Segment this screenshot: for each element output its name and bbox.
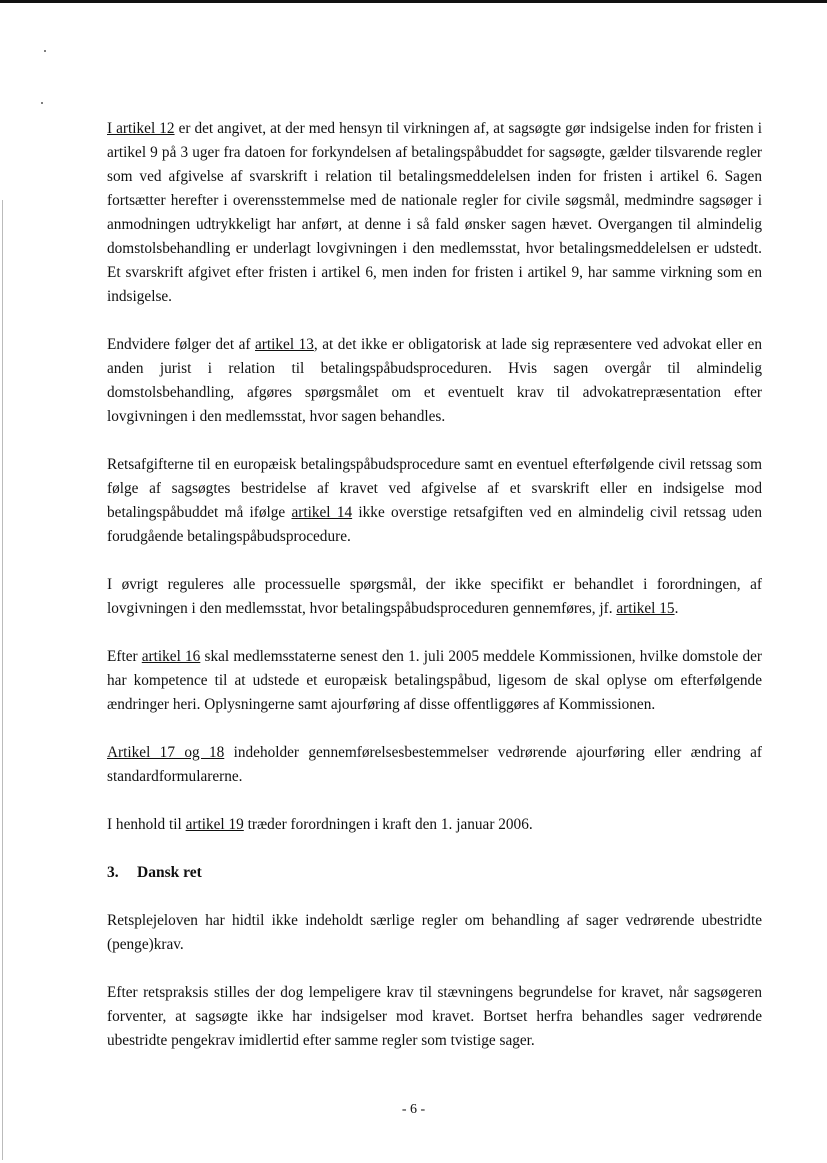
article-link[interactable]: artikel 16 <box>141 648 201 665</box>
paragraph-text: er det angivet, at der med hensyn til virkningen af, at sagsøgte gør indsigelse inden for fristen i artikel 9 på 3 uger fra datoen for forkyndelsen af betalingspåbuddet for sagsøgte, gælder tilsvarende regler som ved afgivelse af svarskrift i relation til betalingsmeddelelsen inden for fristen i artikel 6. Sagen fortsætter herefter i overensstemmelse med de nationale regler for civile søgsmål, medmindre sagsøger i anmodningen udtrykkeligt har anført, at denne i så fald ønsker sagen hævet. Overgangen til almindelig domstolsbehandling er underlagt lovgivningen i den medlemsstat, hvor betalingsmeddelelsen er udstedt. Et svarskrift afgivet efter fristen i artikel 6, men inden for fristen i artikel 9, har samme virkning som en indsigelse. <box>107 120 762 305</box>
paragraph-artikel-17-18 <box>107 741 762 789</box>
article-link[interactable]: artikel 14 <box>291 504 353 521</box>
scan-speck <box>44 50 46 52</box>
paragraph-artikel-15 <box>107 573 762 621</box>
paragraph-text: ikke overstige retsafgiften ved en almindelig civil retssag uden forudgående betalingspåbudsprocedure. <box>107 504 762 545</box>
scan-speck <box>41 102 43 104</box>
paragraph-dansk-ret-1: Retsplejeloven har hidtil ikke indeholdt særlige regler om behandling af sager vedrørende ubestridte (penge)krav. <box>107 912 762 953</box>
article-link[interactable]: Artikel 17 og 18 <box>107 744 225 761</box>
paragraph-artikel-19 <box>107 813 762 837</box>
top-border <box>0 0 827 3</box>
section-heading <box>107 861 762 885</box>
paragraph-dansk-ret-2: Efter retspraksis stilles der dog lempeligere krav til stævningens begrundelse for kravet, når sagsøgeren forventer, at sagsøgte ikke har indsigelser mod kravet. Bortset herfra behandles sager vedrørende ubestridte pengekrav imidlertid efter samme regler som tvistige sager. <box>107 984 762 1049</box>
paragraph-artikel-16 <box>107 645 762 717</box>
article-link[interactable]: artikel 19 <box>185 816 244 833</box>
paragraph-artikel-14 <box>107 453 762 549</box>
document-page <box>107 117 762 1053</box>
article-link[interactable]: artikel 13 <box>255 336 314 353</box>
paragraph-text: , at det ikke er obligatorisk at lade sig repræsentere ved advokat eller en anden jurist i relation til betalingspåbudsproceduren. Hvis sagen overgår til almindelig domstolsbehandling, afgøres spørgsmålet om et eventuelt krav til advokatrepræsentation efter lovgivningen i den medlemsstat, hvor sagen behandles. <box>107 336 762 425</box>
paragraph-text: I øvrigt reguleres alle processuelle spørgsmål, der ikke specifikt er behandlet i forordningen, af lovgivningen i den medlemsstat, hvor betalingspåbudsproceduren gennemføres, jf. <box>107 576 762 617</box>
scan-edge <box>2 200 3 1160</box>
paragraph-artikel-12 <box>107 117 762 309</box>
paragraph-text: Endvidere følger det af <box>107 336 255 353</box>
paragraph-text: Retsafgifterne til en europæisk betalingspåbudsprocedure samt en eventuel efterfølgende civil retssag som følge af sagsøgtes bestridelse af kravet ved afgivelse af et svarskrift eller en indsigelse mod betalingspåbuddet må ifølge <box>107 456 762 521</box>
section-title: Dansk ret <box>137 864 202 881</box>
paragraph-artikel-13 <box>107 333 762 429</box>
paragraph-text: træder forordningen i kraft den 1. januar 2006. <box>243 816 533 833</box>
article-link[interactable]: artikel 15 <box>616 600 675 617</box>
paragraph-text: indeholder gennemførelsesbestemmelser vedrørende ajourføring eller ændring af standardformularerne. <box>107 744 762 785</box>
article-link[interactable]: I artikel 12 <box>107 120 175 137</box>
page-number: - 6 - <box>401 1102 426 1117</box>
section-number: 3. <box>107 864 119 881</box>
paragraph-text: . <box>674 600 679 617</box>
paragraph-text: skal medlemsstaterne senest den 1. juli 2005 meddele Kommissionen, hvilke domstole der har kompetence til at udstede et europæisk betalingspåbud, ligesom de skal oplyse om efterfølgende ændringer heri. Oplysningerne samt ajourføring af disse offentliggøres af Kommissionen. <box>107 648 762 713</box>
paragraph-text: I henhold til <box>107 816 186 833</box>
paragraph-text: Efter <box>107 648 142 665</box>
